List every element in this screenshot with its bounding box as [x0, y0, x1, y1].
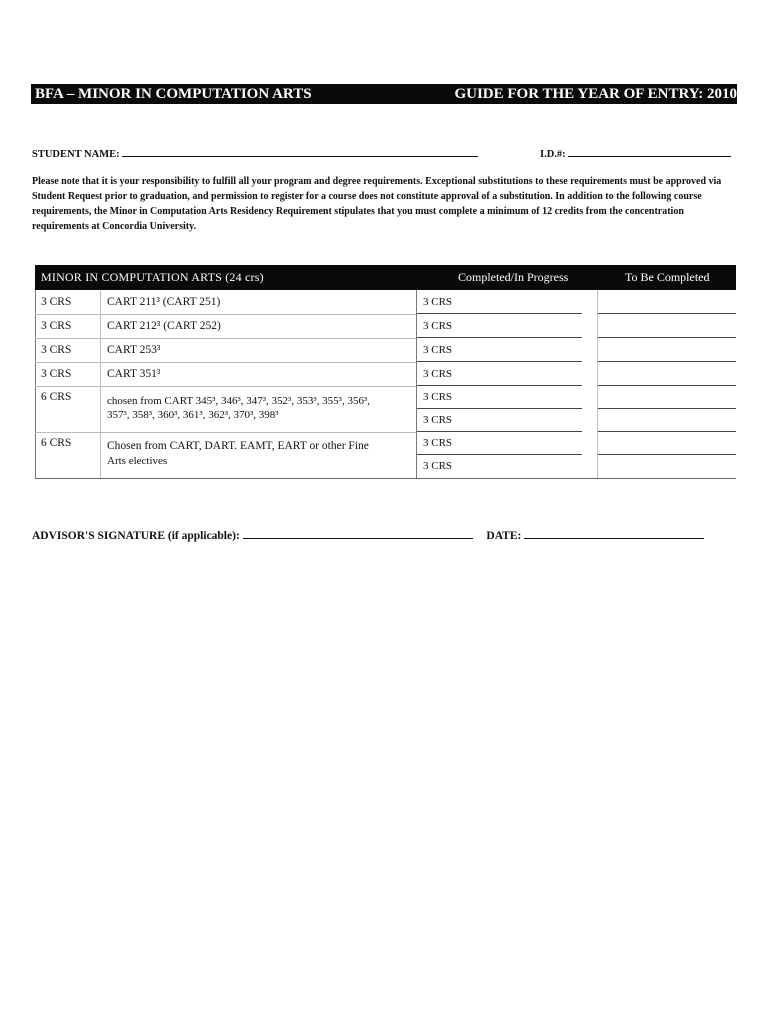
to-be-completed-line[interactable]: [598, 408, 736, 409]
row-status: 3 CRS: [423, 320, 453, 332]
row-status: 3 CRS: [423, 368, 453, 380]
row-course: CART 351³: [107, 368, 161, 380]
row-status: 3 CRS: [423, 296, 453, 308]
date-label: DATE:: [486, 530, 522, 542]
advisor-signature-field[interactable]: [243, 529, 473, 539]
row-credits: 3 CRS: [41, 320, 72, 332]
table-border-left: [35, 290, 36, 479]
to-be-completed-line[interactable]: [598, 454, 736, 455]
advisor-signature-label: ADVISOR'S SIGNATURE (if applicable):: [32, 530, 240, 542]
row-status: 3 CRS: [423, 344, 453, 356]
completed-line[interactable]: [417, 454, 582, 455]
row-course: 357³, 358³, 360³, 361³, 362³, 370³, 398³: [107, 409, 279, 421]
id-label: I.D.#:: [540, 149, 566, 160]
table-header: [35, 265, 736, 290]
to-be-completed-line[interactable]: [598, 313, 736, 314]
row-credits: 3 CRS: [41, 296, 72, 308]
completed-line[interactable]: [417, 337, 582, 338]
row-credits: 6 CRS: [41, 437, 72, 449]
title-bar: [31, 84, 737, 104]
completed-line[interactable]: [417, 385, 582, 386]
row-status: 3 CRS: [423, 460, 453, 472]
row-divider: [35, 362, 416, 363]
id-row: [540, 147, 731, 160]
table-divider: [100, 290, 101, 479]
row-course: Arts electives: [107, 455, 168, 467]
student-name-field[interactable]: [122, 147, 478, 157]
row-status: 3 CRS: [423, 437, 453, 449]
row-course: CART 253³: [107, 344, 161, 356]
responsibility-note: Please note that it is your responsibility to fulfill all your program and degree requirements. Exceptional substitutions to these requirements must be approved via Student Request prior to graduation, and permission to register for a course does not constitute approval of a substitution. In addition to the following course requirements, the Minor in Computation Arts Residency Requirement stipulates that you must complete a minimum of 12 credits from the concentration requirements at Concordia University.: [32, 176, 722, 232]
row-course: chosen from CART 345³, 346³, 347³, 352³, 353³, 355³, 356³,: [107, 395, 370, 407]
to-be-completed-line[interactable]: [598, 431, 736, 432]
table-title: MINOR IN COMPUTATION ARTS (24 crs): [41, 270, 264, 284]
row-divider: [35, 314, 416, 315]
row-divider: [35, 386, 416, 387]
completed-line[interactable]: [417, 313, 582, 314]
row-course: CART 212³ (CART 252): [107, 320, 221, 332]
row-credits: 3 CRS: [41, 368, 72, 380]
row-course: Chosen from CART, DART. EAMT, EART or other Fine: [107, 440, 369, 452]
completed-line[interactable]: [417, 431, 582, 432]
column-to-be-completed: To Be Completed: [625, 270, 710, 284]
completed-line[interactable]: [417, 408, 582, 409]
row-divider: [35, 432, 416, 433]
student-name-label: STUDENT NAME:: [32, 149, 120, 160]
row-divider: [35, 338, 416, 339]
table-border-bottom: [35, 478, 736, 479]
row-credits: 3 CRS: [41, 344, 72, 356]
id-field[interactable]: [568, 147, 731, 157]
to-be-completed-line[interactable]: [598, 337, 736, 338]
program-title: BFA – MINOR IN COMPUTATION ARTS: [35, 86, 312, 102]
to-be-completed-line[interactable]: [598, 385, 736, 386]
row-status: 3 CRS: [423, 414, 453, 426]
column-completed: Completed/In Progress: [458, 270, 569, 284]
row-course: CART 211³ (CART 251): [107, 296, 221, 308]
completed-line[interactable]: [417, 361, 582, 362]
advisor-signature-row: [32, 529, 704, 542]
to-be-completed-line[interactable]: [598, 361, 736, 362]
student-name-row: [32, 147, 478, 160]
date-field[interactable]: [524, 529, 704, 539]
row-status: 3 CRS: [423, 391, 453, 403]
entry-year-title: GUIDE FOR THE YEAR OF ENTRY: 2010: [454, 86, 737, 102]
row-credits: 6 CRS: [41, 391, 72, 403]
